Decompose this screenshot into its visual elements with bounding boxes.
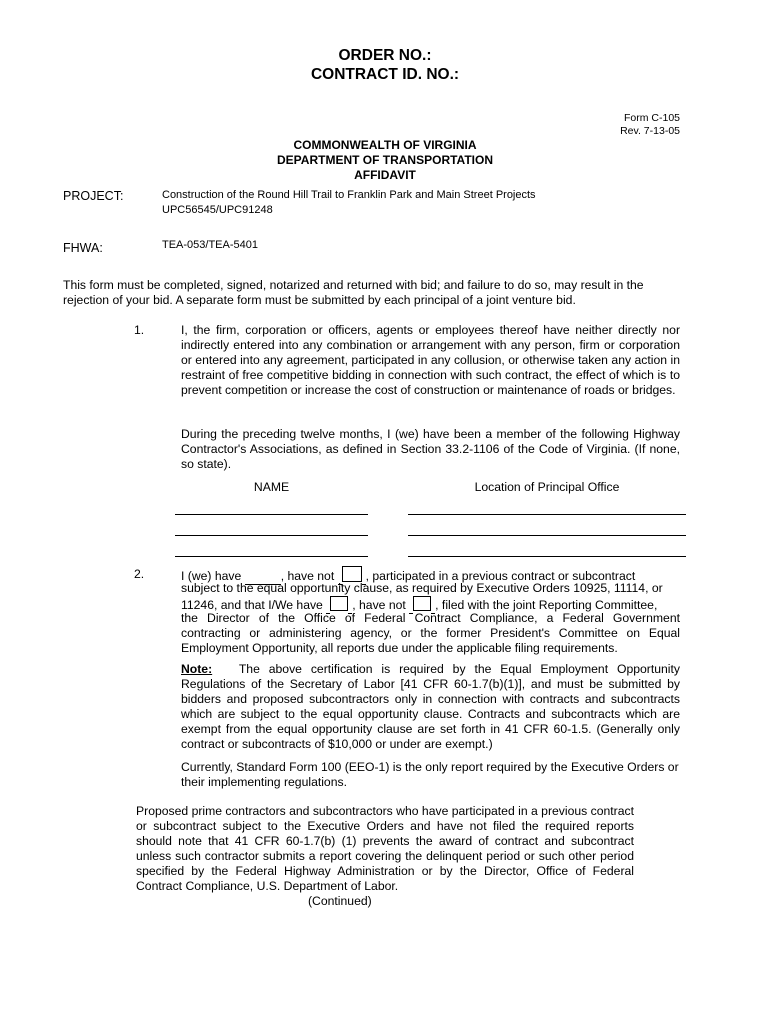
project-value (162, 188, 536, 218)
item-2-iwe-have-text: 11246, and that I/We have (181, 598, 323, 612)
item-1-number: 1. (134, 323, 145, 337)
item-2-note (181, 662, 680, 752)
agency-line-3: AFFIDAVIT (354, 168, 416, 182)
item-2-number: 2. (134, 567, 145, 581)
form-number: Form C-105 (623, 112, 680, 124)
association-location-line-3[interactable] (408, 556, 686, 557)
have-not-filed-checkbox[interactable] (413, 596, 431, 611)
col-location-heading: Location of Principal Office (474, 480, 620, 494)
item-2-rest: the Director of the Office of Federal Contract Compliance, a Federal Government contracting or administering agency, or the former President's Committee on Equal Employment Opportunity, all reports due under the applicable filing requirements. (181, 611, 680, 655)
project-description: Construction of the Round Hill Trail to Franklin Park and Main Street Projects (162, 189, 536, 201)
agency-line-2: DEPARTMENT OF TRANSPORTATION (277, 153, 493, 167)
note-label: Note: (181, 662, 213, 676)
col-name-heading: NAME (253, 480, 290, 494)
item-2-participated-text: , participated in a previous contract or subcontract (365, 569, 636, 583)
project-upc: UPC56545/UPC91248 (162, 204, 273, 216)
agency-title (0, 138, 770, 183)
fhwa-label: FHWA: (63, 241, 103, 255)
have-filed-checkbox[interactable] (330, 596, 348, 611)
project-label: PROJECT: (63, 189, 124, 203)
intro-line-2: rejection of your bid. A separate form must be submitted by each principal of a joint venture bid. (63, 293, 576, 307)
item-2-filed-text: , filed with the joint Reporting Committee, (435, 598, 658, 612)
order-number-label: ORDER NO.: (338, 47, 432, 64)
note-text: The above certification is required by the Equal Employment Opportunity Regulations of the Secretary of Labor [41 CFR 60-1.7(b)(1)], and must be submitted by bidders and proposed subcontractors only in connection with contracts and subcontracts which are subject to the equal opportunity clause. Contracts and subcontracts which are exempt from the equal opportunity clause are set forth in 41 CFR 60-1.5. (Generally only contract or subcontracts of $10,000 or under are exempt.) (181, 662, 680, 751)
item-2-have-text: I (we) have (181, 569, 242, 583)
intro-paragraph (63, 278, 683, 308)
fhwa-value: TEA-053/TEA-5401 (162, 239, 258, 251)
association-name-line-1[interactable] (175, 514, 368, 515)
item-2-iwe-have-not-text: , have not (352, 598, 406, 612)
agency-line-1: COMMONWEALTH OF VIRGINIA (293, 138, 477, 152)
association-location-line-1[interactable] (408, 514, 686, 515)
intro-line-1: This form must be completed, signed, notarized and returned with bid; and failure to do so, may result in the (63, 278, 644, 292)
association-name-line-2[interactable] (175, 535, 368, 536)
item-1-text: I, the firm, corporation or officers, agents or employees thereof have neither directly nor indirectly entered into any combination or arrangement with any person, firm or corporation or entered into any agreement, participated in any collusion, or otherwise taken any action in restraint of free competitive bidding in connection with such contract, the effect of which is to prevent competition or increase the cost of construction or maintenance of roads or bridges. (181, 323, 680, 397)
association-location-line-2[interactable] (408, 535, 686, 536)
form-number-block (620, 112, 680, 138)
association-name-line-3[interactable] (175, 556, 368, 557)
closing-paragraph: Proposed prime contractors and subcontractors who have participated in a previous contract or subcontract subject to the Executive Orders and have not filed the required reports should note that 41 CFR 60-1.7(b) (1) prevents the award of contract and subcontract unless such contractor submits a report covering the delinquent period or such other period specified by the Federal Highway Administration or by the Director, Office of Federal Contract Compliance, U.S. Department of Labor. (136, 804, 634, 893)
contract-id-label: CONTRACT ID. NO.: (310, 66, 460, 83)
item-2-line-2: subject to the equal opportunity clause, as required by Executive Orders 10925, 11114, or (181, 581, 663, 595)
item-2-have-not-text: , have not (280, 569, 335, 583)
form-revision: Rev. 7-13-05 (620, 125, 680, 137)
continued-label: (Continued) (308, 894, 372, 908)
item-1-membership: During the preceding twelve months, I (we) have been a member of the following Highway Contractor's Associations, as defined in Section 33.2-1106 of the Code of Virginia. (If none, so state). (181, 427, 680, 471)
item-2-currently: Currently, Standard Form 100 (EEO-1) is the only report required by the Executive Orders or their implementing regulations. (181, 760, 679, 789)
have-not-participated-checkbox[interactable] (342, 566, 362, 582)
